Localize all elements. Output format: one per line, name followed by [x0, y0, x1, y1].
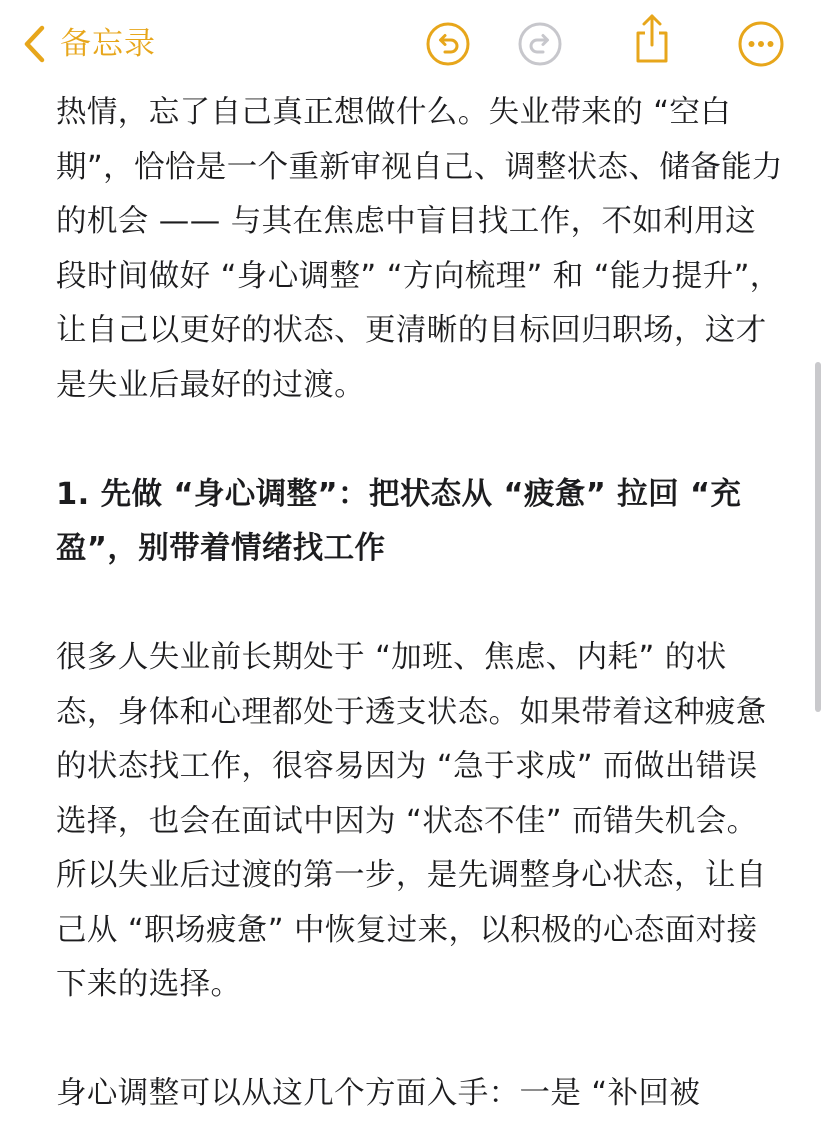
undo-icon	[425, 21, 471, 67]
note-heading: 1. 先做 “身心调整”：把状态从 “疲惫” 拉回 “充盈”，别带着情绪找工作	[56, 476, 742, 566]
more-icon	[737, 20, 785, 68]
chevron-left-icon	[22, 24, 46, 64]
undo-button[interactable]	[424, 20, 472, 68]
note-paragraph: 热情，忘了自己真正想做什么。失业带来的 “空白期”，恰恰是一个重新审视自己、调整状态、储备能力的机会 —— 与其在焦虑中盲目找工作，不如利用这段时间做好 “身心调整” “方向梳理” 和 “能力提升”，让自己以更好的状态、更清晰的目标回归职场，这才是失业后最好的过渡。	[56, 95, 783, 403]
redo-icon	[517, 21, 563, 67]
note-paragraph: 身心调整可以从这几个方面入手：一是 “补回被	[56, 1076, 701, 1111]
note-body[interactable]	[56, 86, 786, 1122]
navigation-bar	[0, 0, 828, 92]
blank-line	[56, 1013, 786, 1068]
blank-line	[56, 577, 786, 632]
note-paragraph: 很多人失业前长期处于 “加班、焦虑、内耗” 的状态，身体和心理都处于透支状态。如果带着这种疲惫的状态找工作，很容易因为 “急于求成” 而做出错误选择，也会在面试中因为 “状态不佳” 而错失机会。所以失业后过渡的第一步，是先调整身心状态，让自己从 “职场疲惫” 中恢复过来，以积极的心态面对接下来的选择。	[56, 640, 767, 1002]
more-button[interactable]	[737, 20, 785, 68]
blank-line	[56, 413, 786, 468]
redo-button[interactable]	[516, 20, 564, 68]
back-button[interactable]	[22, 22, 156, 66]
back-label: 备忘录	[60, 26, 156, 62]
scrollbar[interactable]	[815, 362, 821, 712]
share-icon	[629, 11, 675, 65]
share-button[interactable]	[628, 14, 676, 62]
